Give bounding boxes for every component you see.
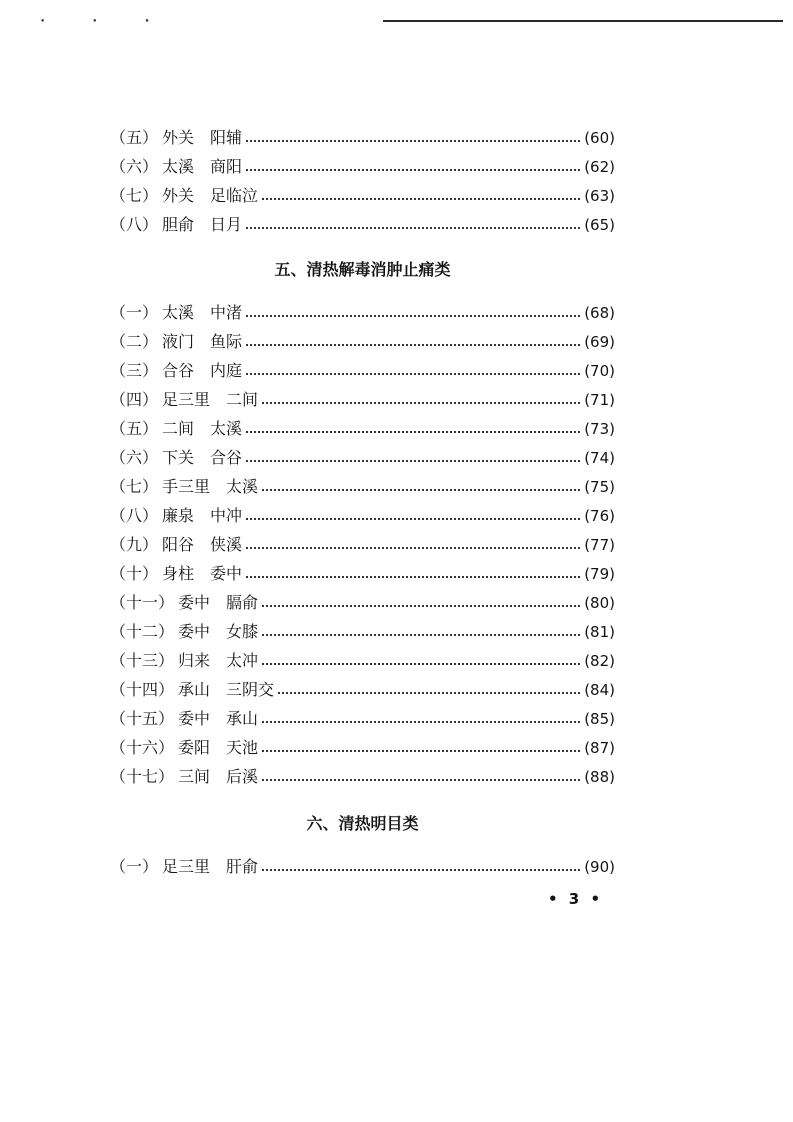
toc-entry[interactable] bbox=[110, 649, 615, 673]
entry-page: (82) bbox=[584, 652, 615, 670]
entry-page: (68) bbox=[584, 304, 615, 322]
entry-page: (88) bbox=[584, 768, 615, 786]
entry-number: （六） bbox=[110, 157, 159, 176]
entry-title: 太溪 商阳 bbox=[162, 157, 243, 176]
dot-leader bbox=[262, 634, 580, 636]
section-heading: 六、清热明目类 bbox=[306, 814, 419, 833]
entry-title: 合谷 内庭 bbox=[162, 361, 243, 380]
toc-entry[interactable] bbox=[110, 417, 615, 441]
toc-entry[interactable] bbox=[110, 620, 615, 644]
entry-number: （三） bbox=[110, 361, 159, 380]
dot-leader bbox=[246, 227, 580, 229]
entry-page: (80) bbox=[584, 594, 615, 612]
entry-number: （十二） bbox=[110, 622, 175, 641]
entry-page: (70) bbox=[584, 362, 615, 380]
toc-entry[interactable] bbox=[110, 359, 615, 383]
entry-title: 三间 后溪 bbox=[178, 767, 259, 786]
entry-number: （五） bbox=[110, 128, 159, 147]
entry-number: （十七） bbox=[110, 767, 175, 786]
entry-page: (90) bbox=[584, 858, 615, 876]
dot-leader bbox=[262, 402, 580, 404]
entry-number: （八） bbox=[110, 215, 159, 234]
toc-entry[interactable] bbox=[110, 126, 615, 150]
toc-entry[interactable] bbox=[110, 707, 615, 731]
entry-page: (79) bbox=[584, 565, 615, 583]
entry-title: 手三里 太溪 bbox=[162, 477, 259, 496]
entry-page: (81) bbox=[584, 623, 615, 641]
entry-title: 足三里 肝俞 bbox=[162, 857, 259, 876]
toc-entry[interactable] bbox=[110, 213, 615, 237]
header-rule bbox=[383, 20, 783, 22]
entry-page: (60) bbox=[584, 129, 615, 147]
toc-entry[interactable] bbox=[110, 184, 615, 208]
header-marks: • • • bbox=[40, 17, 172, 27]
entry-title: 外关 阳辅 bbox=[162, 128, 243, 147]
entry-title: 二间 太溪 bbox=[162, 419, 243, 438]
entry-number: （十五） bbox=[110, 709, 175, 728]
dot-leader bbox=[262, 750, 580, 752]
entry-number: （八） bbox=[110, 506, 159, 525]
entry-title: 委阳 天池 bbox=[178, 738, 259, 757]
entry-number: （十四） bbox=[110, 680, 175, 699]
entry-number: （一） bbox=[110, 857, 159, 876]
entry-number: （十六） bbox=[110, 738, 175, 757]
toc-entry[interactable] bbox=[110, 562, 615, 586]
entry-title: 身柱 委中 bbox=[162, 564, 243, 583]
entry-page: (76) bbox=[584, 507, 615, 525]
entry-title: 下关 合谷 bbox=[162, 448, 243, 467]
entry-page: (77) bbox=[584, 536, 615, 554]
dot-leader bbox=[278, 692, 580, 694]
dot-leader bbox=[262, 198, 580, 200]
entry-page: (63) bbox=[584, 187, 615, 205]
toc-entry[interactable] bbox=[110, 855, 615, 879]
dot-leader bbox=[262, 721, 580, 723]
entry-number: （九） bbox=[110, 535, 159, 554]
toc-entry[interactable] bbox=[110, 475, 615, 499]
entry-title: 足三里 二间 bbox=[162, 390, 259, 409]
toc-entry[interactable] bbox=[110, 155, 615, 179]
toc-entry[interactable] bbox=[110, 446, 615, 470]
entry-title: 承山 三阴交 bbox=[178, 680, 275, 699]
toc-entry[interactable] bbox=[110, 504, 615, 528]
dot-leader bbox=[246, 344, 580, 346]
entry-title: 阳谷 侠溪 bbox=[162, 535, 243, 554]
dot-leader bbox=[246, 373, 580, 375]
entry-page: (65) bbox=[584, 216, 615, 234]
toc-entry[interactable] bbox=[110, 533, 615, 557]
toc-entry[interactable] bbox=[110, 301, 615, 325]
entry-title: 胆俞 日月 bbox=[162, 215, 243, 234]
entry-page: (75) bbox=[584, 478, 615, 496]
entry-title: 委中 膈俞 bbox=[178, 593, 259, 612]
entry-number: （五） bbox=[110, 419, 159, 438]
entry-page: (87) bbox=[584, 739, 615, 757]
section-heading: 五、清热解毒消肿止痛类 bbox=[274, 260, 451, 279]
entry-number: （十三） bbox=[110, 651, 175, 670]
entry-number: （一） bbox=[110, 303, 159, 322]
entry-number: （十一） bbox=[110, 593, 175, 612]
entry-title: 太溪 中渚 bbox=[162, 303, 243, 322]
toc-entry[interactable] bbox=[110, 330, 615, 354]
toc-entry[interactable] bbox=[110, 765, 615, 789]
entry-page: (85) bbox=[584, 710, 615, 728]
dot-leader bbox=[246, 169, 580, 171]
page-number: • 3 • bbox=[548, 890, 604, 908]
entry-page: (69) bbox=[584, 333, 615, 351]
entry-number: （七） bbox=[110, 477, 159, 496]
toc-entry[interactable] bbox=[110, 678, 615, 702]
entry-page: (84) bbox=[584, 681, 615, 699]
dot-leader bbox=[262, 489, 580, 491]
entry-title: 归来 太冲 bbox=[178, 651, 259, 670]
entry-number: （四） bbox=[110, 390, 159, 409]
dot-leader bbox=[246, 315, 580, 317]
entry-page: (73) bbox=[584, 420, 615, 438]
dot-leader bbox=[246, 431, 580, 433]
entry-number: （二） bbox=[110, 332, 159, 351]
dot-leader bbox=[262, 779, 580, 781]
entry-page: (74) bbox=[584, 449, 615, 467]
entry-page: (71) bbox=[584, 391, 615, 409]
entry-number: （七） bbox=[110, 186, 159, 205]
entry-title: 廉泉 中冲 bbox=[162, 506, 243, 525]
toc-entry[interactable] bbox=[110, 388, 615, 412]
dot-leader bbox=[246, 576, 580, 578]
entry-title: 液门 鱼际 bbox=[162, 332, 243, 351]
entry-title: 委中 承山 bbox=[178, 709, 259, 728]
toc-entry[interactable] bbox=[110, 591, 615, 615]
dot-leader bbox=[262, 663, 580, 665]
entry-number: （十） bbox=[110, 564, 159, 583]
entry-number: （六） bbox=[110, 448, 159, 467]
dot-leader bbox=[262, 605, 580, 607]
entry-title: 委中 女膝 bbox=[178, 622, 259, 641]
dot-leader bbox=[246, 518, 580, 520]
dot-leader bbox=[262, 869, 580, 871]
dot-leader bbox=[246, 140, 580, 142]
dot-leader bbox=[246, 460, 580, 462]
entry-title: 外关 足临泣 bbox=[162, 186, 259, 205]
toc-entry[interactable] bbox=[110, 736, 615, 760]
dot-leader bbox=[246, 547, 580, 549]
entry-page: (62) bbox=[584, 158, 615, 176]
